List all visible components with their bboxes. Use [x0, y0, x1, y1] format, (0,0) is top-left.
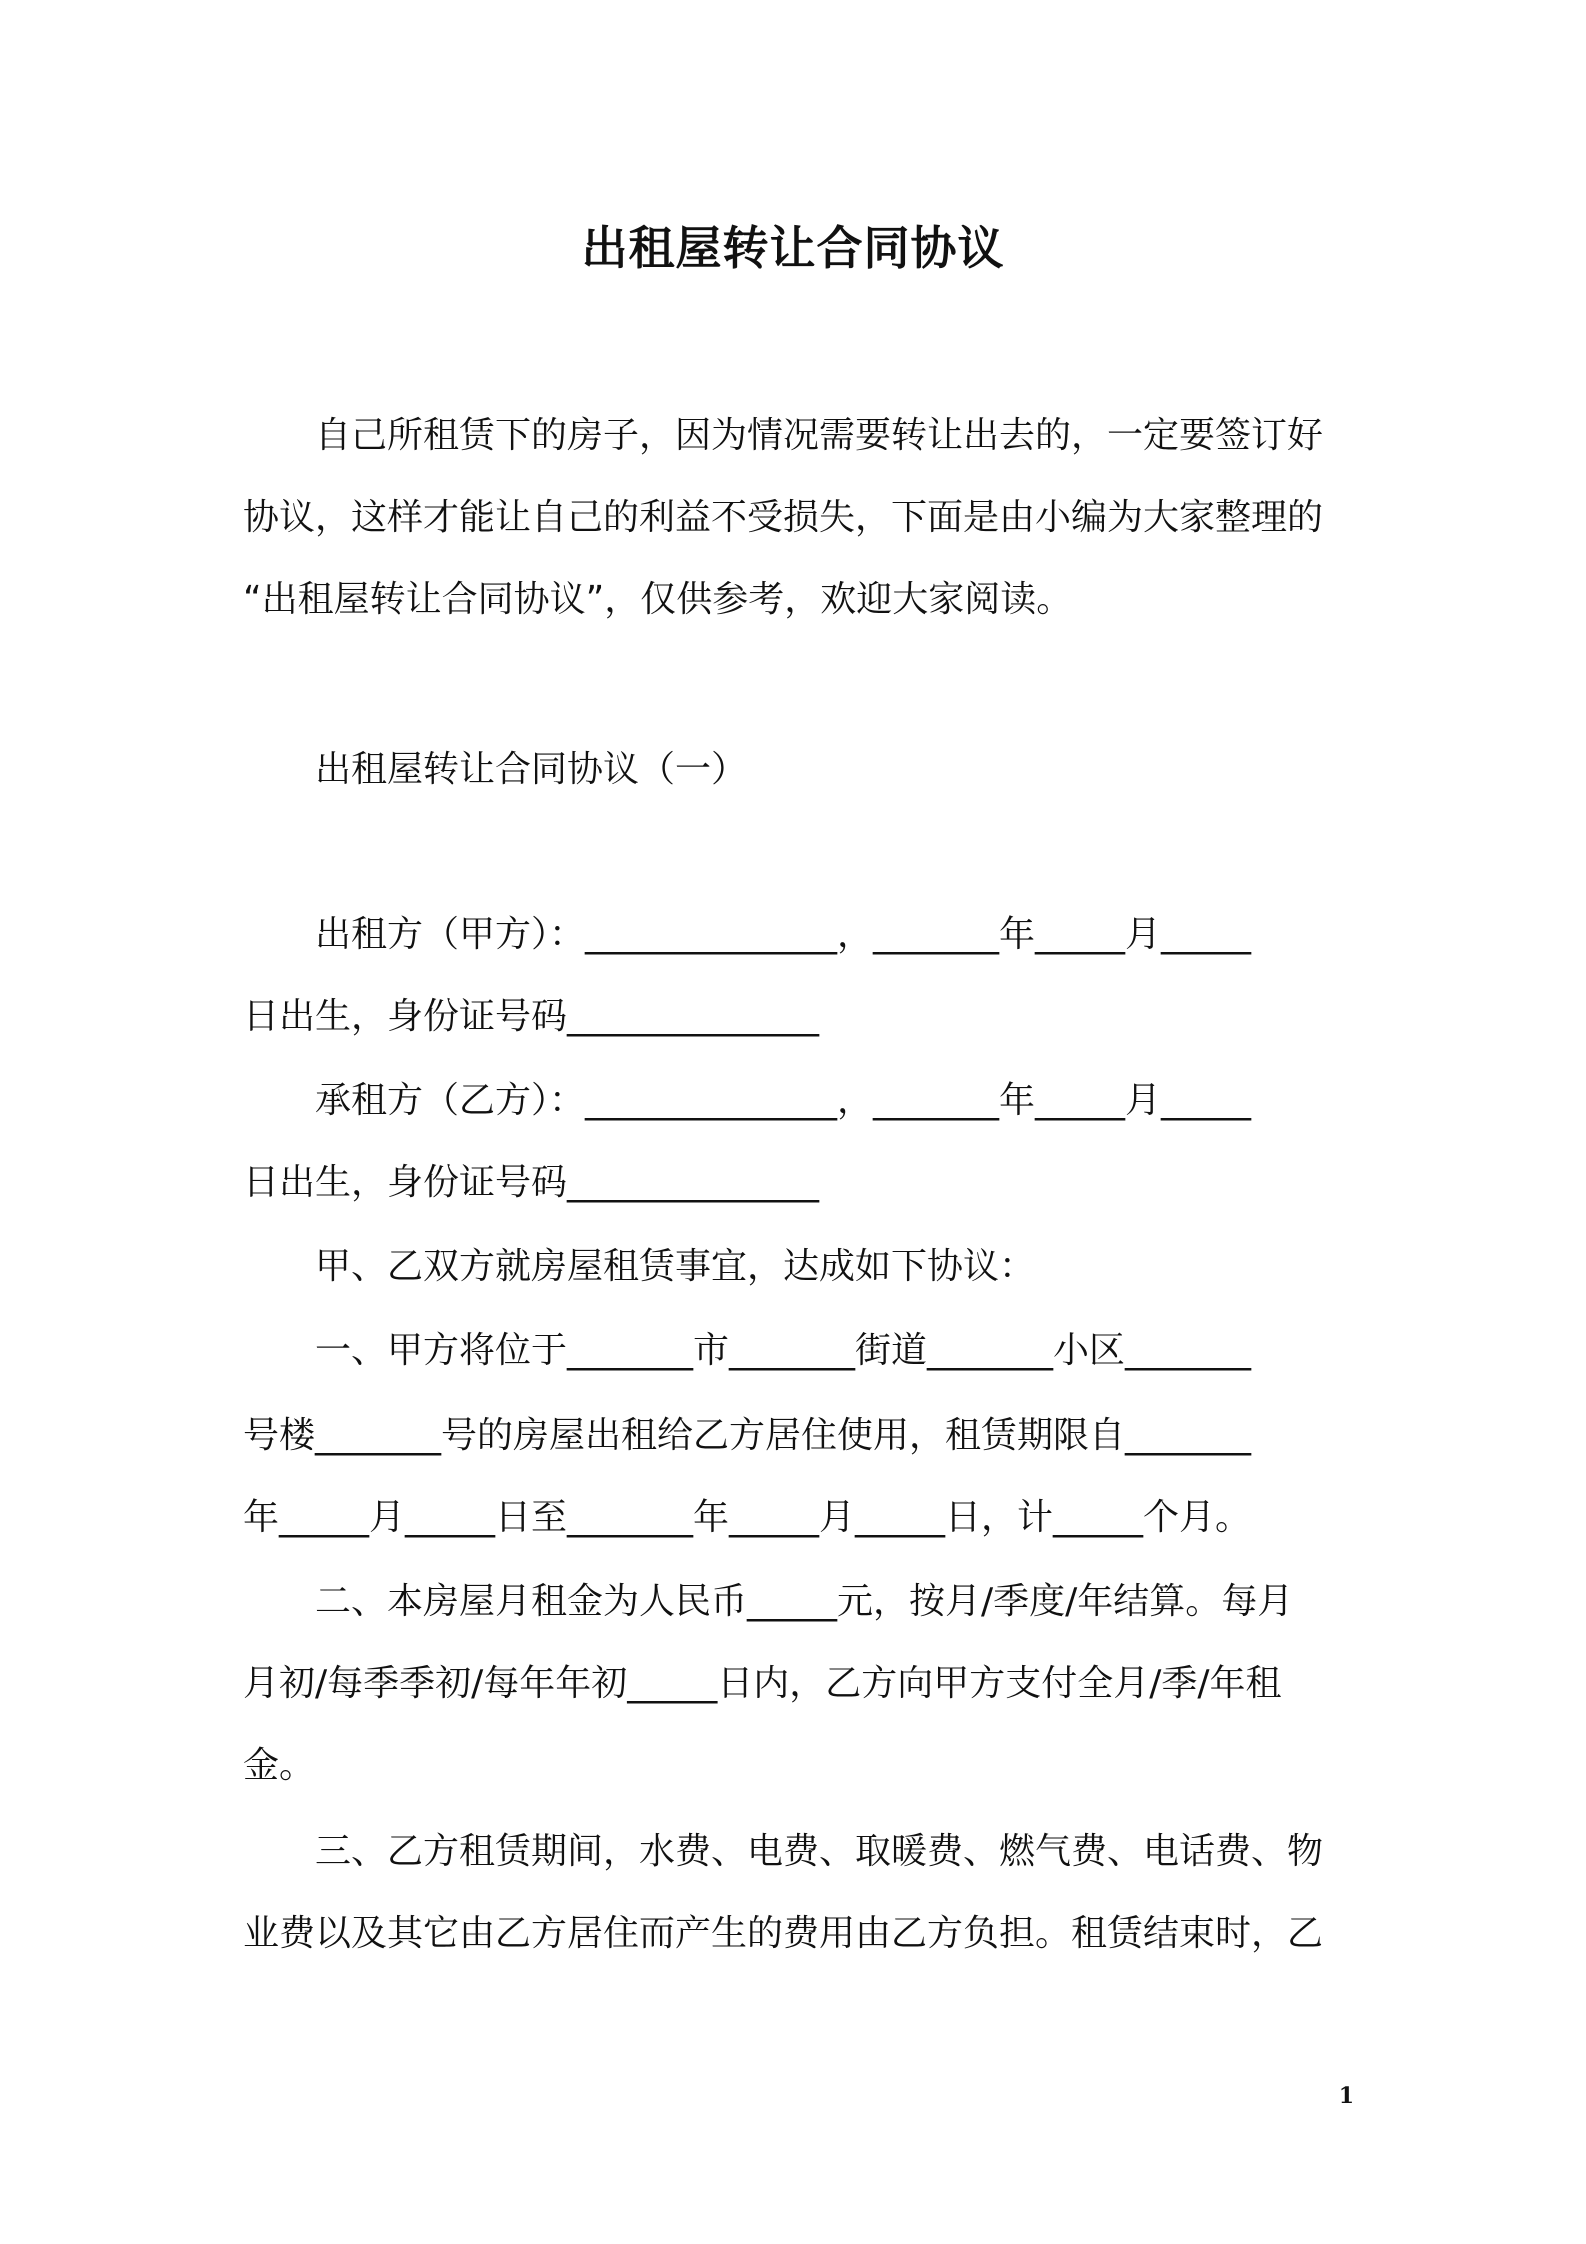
paragraph-line: “出租屋转让合同协议”，仅供参考，欢迎大家阅读。 [243, 579, 1073, 620]
paragraph-line: 年_____月_____日至_______年_____月_____日，计_____个月。 [243, 1497, 1252, 1538]
paragraph-line: 协议，这样才能让自己的利益不受损失，下面是由小编为大家整理的 [243, 497, 1324, 538]
paragraph-line: 日出生，身份证号码______________ [243, 996, 820, 1037]
paragraph-line: 业费以及其它由乙方居住而产生的费用由乙方负担。租赁结束时，乙 [243, 1913, 1324, 1954]
paragraph-line: 二、本房屋月租金为人民币_____元，按月/季度/年结算。每月 [243, 1581, 1294, 1622]
paragraph-line: 承租方（乙方）：______________，_______年_____月_____ [243, 1080, 1252, 1121]
paragraph-line: 自己所租赁下的房子，因为情况需要转让出去的，一定要签订好 [243, 415, 1324, 456]
document-title: 出租屋转让合同协议 [581, 221, 1005, 275]
paragraph-line: 甲、乙双方就房屋租赁事宜，达成如下协议： [243, 1246, 1036, 1287]
paragraph-line: 出租方（甲方）：______________，_______年_____月_____ [243, 914, 1252, 955]
paragraph-line: 日出生，身份证号码______________ [243, 1162, 820, 1203]
paragraph-line: 一、甲方将位于_______市_______街道_______小区_______ [243, 1330, 1252, 1371]
paragraph-line: 金。 [243, 1745, 316, 1786]
paragraph-line: 三、乙方租赁期间，水费、电费、取暖费、燃气费、电话费、物 [243, 1831, 1324, 1872]
page-number: 1 [1338, 2083, 1354, 2109]
paragraph-line: 月初/每季季初/每年年初_____日内，乙方向甲方支付全月/季/年租 [243, 1663, 1282, 1704]
section-heading: 出租屋转让合同协议（一） [243, 749, 748, 790]
paragraph-line: 号楼_______号的房屋出租给乙方居住使用，租赁期限自_______ [243, 1415, 1252, 1456]
